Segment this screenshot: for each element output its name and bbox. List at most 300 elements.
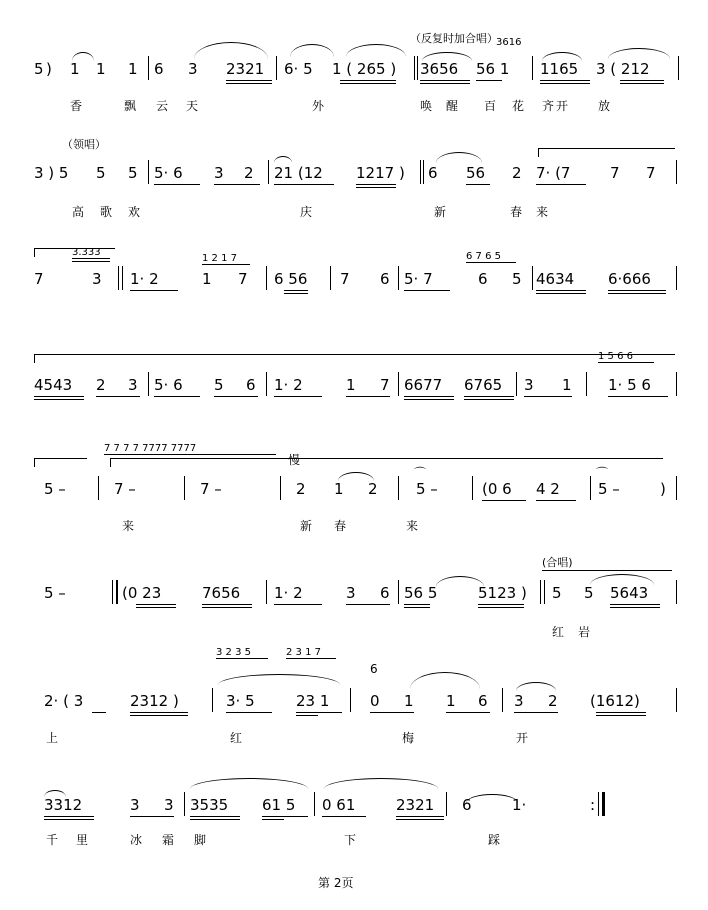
- note: 3 ) 5: [34, 164, 69, 182]
- note: 3: [130, 796, 140, 814]
- underline: [596, 712, 646, 713]
- underline: [190, 819, 240, 820]
- note: 7: [610, 164, 620, 182]
- underline: [136, 607, 176, 608]
- note: 5: [214, 376, 224, 394]
- note: 6765: [464, 376, 503, 394]
- lyric: 下: [344, 833, 357, 847]
- barline: [184, 792, 185, 816]
- barline: [398, 580, 399, 604]
- underline: [478, 607, 524, 608]
- note: 3535: [190, 796, 229, 814]
- barline: [398, 266, 399, 290]
- lyric: 新: [434, 205, 447, 219]
- note: 2· ( 3: [44, 692, 84, 710]
- note: 6: [380, 270, 390, 288]
- barline: [532, 56, 533, 80]
- barline: [266, 266, 267, 290]
- volta-2: [110, 458, 663, 467]
- note: 2321: [226, 60, 265, 78]
- note: 7: [646, 164, 656, 182]
- underline: [136, 604, 176, 605]
- underline: [446, 712, 490, 713]
- note: 5 –: [416, 480, 438, 498]
- note: 1: [70, 60, 80, 78]
- underline: [216, 658, 268, 659]
- slur: [422, 52, 472, 61]
- slur: [274, 156, 292, 163]
- lyric: 踩: [488, 833, 501, 847]
- underline: [286, 658, 336, 659]
- underline: [540, 80, 590, 81]
- lyric: 香: [70, 99, 83, 113]
- underline: [482, 500, 526, 501]
- slur: [608, 48, 670, 59]
- lyric: 齐: [542, 99, 555, 113]
- note: 7656: [202, 584, 241, 602]
- note: 2321: [396, 796, 435, 814]
- slur: [410, 672, 480, 689]
- lyric: 岩: [578, 625, 591, 639]
- note: 5: [584, 584, 594, 602]
- underline: [466, 184, 490, 185]
- lyric: 春: [510, 205, 523, 219]
- lyric: 红: [230, 731, 243, 745]
- note: 3312: [44, 796, 83, 814]
- underline: [154, 396, 200, 397]
- note: 4543: [34, 376, 73, 394]
- note: 5· 7: [404, 270, 433, 288]
- note: 6: [428, 164, 438, 182]
- barline: [676, 160, 677, 184]
- note: 1: [128, 60, 138, 78]
- barline: [314, 792, 315, 816]
- note: 21 (12: [274, 164, 323, 182]
- barline: [414, 56, 415, 80]
- underline: [610, 604, 660, 605]
- underline: [404, 290, 450, 291]
- underline: [596, 715, 646, 716]
- note: 1217 ): [356, 164, 405, 182]
- note: 3: [514, 692, 524, 710]
- underline: [370, 712, 414, 713]
- barline: [266, 580, 267, 604]
- barline: [112, 580, 113, 604]
- note: 5: [512, 270, 522, 288]
- underline: [476, 80, 502, 81]
- underline: [620, 80, 664, 81]
- lyric: 云: [156, 99, 169, 113]
- volta-1: [538, 148, 675, 157]
- underline: [262, 819, 284, 820]
- underline: [202, 604, 252, 605]
- note: 3: [524, 376, 534, 394]
- annotation-lead-singer: （领唱）: [62, 138, 106, 151]
- note: 5: [96, 164, 106, 182]
- lyric: 新: [300, 519, 313, 533]
- slur: [542, 52, 582, 61]
- underline: [608, 290, 666, 291]
- lyric: 花: [512, 99, 525, 113]
- lyric: 来: [536, 205, 549, 219]
- lyric: 里: [76, 833, 89, 847]
- lyric: 开: [556, 99, 569, 113]
- barline: [586, 372, 587, 396]
- underline: [72, 261, 110, 262]
- note: 1: [334, 480, 344, 498]
- underline: [610, 607, 660, 608]
- underline: [536, 293, 586, 294]
- barline: [676, 476, 677, 500]
- lyric: 霜: [162, 833, 175, 847]
- lyric: 脚: [194, 833, 207, 847]
- note: 56 5: [404, 584, 438, 602]
- grace-notes: 3 2 3 5: [216, 647, 251, 658]
- note: 2: [244, 164, 254, 182]
- fermata: ⌒: [596, 466, 609, 480]
- note: 6: [154, 60, 164, 78]
- barline: [330, 266, 331, 290]
- note: (0 6: [482, 480, 512, 498]
- underline: [214, 184, 260, 185]
- barline: [678, 56, 679, 80]
- barline: [676, 372, 677, 396]
- note: 6677: [404, 376, 443, 394]
- grace-notes: 3616: [496, 37, 522, 48]
- barline: [266, 372, 267, 396]
- note: 6: [462, 796, 472, 814]
- underline: [226, 83, 272, 84]
- note: 4634: [536, 270, 575, 288]
- barline: [676, 266, 677, 290]
- slur: [516, 682, 556, 691]
- underline: [274, 604, 322, 605]
- note: 1: [446, 692, 456, 710]
- underline: [226, 712, 272, 713]
- grace-notes: 1 2 1 7: [202, 253, 237, 264]
- note: 1: [202, 270, 212, 288]
- annotation-slow: 慢: [288, 453, 301, 467]
- underline: [404, 607, 430, 608]
- underline: [524, 396, 572, 397]
- note: 6: [478, 270, 488, 288]
- underline: [340, 80, 396, 81]
- underline: [104, 454, 276, 455]
- underline: [274, 184, 334, 185]
- note: 3: [214, 164, 224, 182]
- note: 0: [370, 692, 380, 710]
- note: 0 61: [322, 796, 356, 814]
- note: 1165: [540, 60, 579, 78]
- barline: [417, 56, 418, 80]
- underline: [536, 184, 586, 185]
- note: 3: [164, 796, 174, 814]
- barline: [280, 476, 281, 500]
- underline: [322, 816, 366, 817]
- underline: [72, 258, 110, 259]
- barline: [122, 266, 123, 290]
- barline: [98, 476, 99, 500]
- note: 6·666: [608, 270, 651, 288]
- note: 1: [96, 60, 106, 78]
- note: 5· 6: [154, 376, 183, 394]
- underline: [284, 293, 308, 294]
- note: 3· 5: [226, 692, 255, 710]
- underline: [608, 396, 668, 397]
- slur: [590, 574, 654, 585]
- underline: [542, 570, 672, 571]
- note: 3656: [420, 60, 459, 78]
- barline: [602, 792, 605, 816]
- barline: [532, 266, 533, 290]
- lyric: 歌: [100, 205, 113, 219]
- note: 5: [552, 584, 562, 602]
- note: 5· 6: [154, 164, 183, 182]
- slur: [290, 44, 334, 57]
- underline: [202, 264, 250, 265]
- note: 6: [478, 692, 488, 710]
- slur: [72, 52, 94, 61]
- underline: [536, 500, 576, 501]
- note: 56: [466, 164, 486, 182]
- underline: [404, 604, 430, 605]
- note: 5 –: [598, 480, 620, 498]
- underline: [464, 399, 514, 400]
- underline: [340, 83, 396, 84]
- note: 7: [238, 270, 248, 288]
- barline: [276, 56, 277, 80]
- underline: [202, 607, 252, 608]
- underline: [92, 712, 106, 713]
- barline: [184, 476, 185, 500]
- note: 3: [188, 60, 198, 78]
- note: (0 23: [122, 584, 162, 602]
- note: 23 1: [296, 692, 330, 710]
- barline: [516, 372, 517, 396]
- underline: [44, 819, 94, 820]
- underline: [130, 712, 188, 713]
- note: 2: [96, 376, 106, 394]
- underline: [154, 184, 200, 185]
- underline: [34, 396, 84, 397]
- underline: [226, 80, 272, 81]
- note: 1· 5 6: [608, 376, 651, 394]
- lyric: 外: [312, 99, 325, 113]
- underline: [396, 819, 444, 820]
- note: 56 1: [476, 60, 510, 78]
- underline: [478, 604, 524, 605]
- grace-notes: 7 7 7 7 7777 7777: [104, 443, 197, 454]
- underline: [346, 604, 390, 605]
- lyric: 高: [72, 205, 85, 219]
- note: 6: [370, 662, 378, 676]
- underline: [536, 290, 586, 291]
- underline: [130, 816, 174, 817]
- underline: [420, 80, 470, 81]
- underline: [404, 396, 454, 397]
- note: 5 –: [44, 584, 66, 602]
- note: 3: [346, 584, 356, 602]
- lyric: 来: [122, 519, 135, 533]
- note: 1· 2: [274, 376, 303, 394]
- underline: [44, 816, 94, 817]
- underline: [284, 290, 308, 291]
- barline: [398, 372, 399, 396]
- underline: [296, 715, 318, 716]
- barline: [148, 160, 149, 184]
- annotation-repeat-chorus: （反复时加合唱）: [410, 32, 498, 45]
- slur: [324, 778, 438, 789]
- note: 5123 ): [478, 584, 527, 602]
- barline: [350, 688, 351, 712]
- note: 5 –: [44, 480, 66, 498]
- underline: [420, 83, 470, 84]
- underline: [540, 83, 590, 84]
- grace-notes: 1 5 6 6: [598, 351, 633, 362]
- barline: [148, 372, 149, 396]
- underline: [404, 399, 454, 400]
- slur: [194, 42, 268, 59]
- underline: [608, 293, 666, 294]
- underline: [96, 396, 140, 397]
- barline: [118, 266, 119, 290]
- note: 5: [34, 60, 44, 78]
- slur: [218, 674, 340, 685]
- lyric: 开: [516, 731, 529, 745]
- slur: [466, 794, 518, 803]
- underline: [514, 712, 558, 713]
- lyric: 百: [484, 99, 497, 113]
- barline: [268, 160, 269, 184]
- note: ): [46, 60, 52, 78]
- note: 3: [128, 376, 138, 394]
- barline: [472, 476, 473, 500]
- note: 7: [34, 270, 44, 288]
- note: 7: [380, 376, 390, 394]
- lyric: 天: [186, 99, 199, 113]
- underline: [356, 187, 396, 188]
- grace-notes: 2 3 1 7: [286, 647, 321, 658]
- underline: [620, 83, 664, 84]
- barline: [676, 688, 677, 712]
- note: (1612): [590, 692, 640, 710]
- lyric: 放: [598, 99, 611, 113]
- slur: [346, 44, 406, 57]
- barline: [212, 688, 213, 712]
- note: 5: [128, 164, 138, 182]
- note: 2: [512, 164, 522, 182]
- barline: [116, 580, 118, 604]
- barline: [446, 792, 447, 816]
- lyric: 唤: [420, 99, 433, 113]
- lyric: 来: [406, 519, 419, 533]
- note: 1: [404, 692, 414, 710]
- note: 1· 2: [274, 584, 303, 602]
- underline: [262, 816, 308, 817]
- lyric: 飘: [124, 99, 137, 113]
- note: 1 ( 265 ): [332, 60, 397, 78]
- barline: [420, 160, 421, 184]
- barline: [398, 476, 399, 500]
- underline: [356, 184, 396, 185]
- note: ): [660, 480, 666, 498]
- note: 3: [92, 270, 102, 288]
- fermata: ⌒: [414, 466, 427, 480]
- lyric: 千: [46, 833, 59, 847]
- underline: [130, 290, 178, 291]
- note: 1· 2: [130, 270, 159, 288]
- underline: [296, 712, 342, 713]
- lyric: 欢: [128, 205, 141, 219]
- barline: [598, 792, 599, 816]
- slur: [436, 576, 484, 587]
- note: 1: [562, 376, 572, 394]
- underline: [466, 262, 516, 263]
- lyric: 庆: [300, 205, 313, 219]
- repeat-sign: :: [590, 796, 596, 814]
- note: 1: [346, 376, 356, 394]
- underline: [464, 396, 514, 397]
- volta-1: [34, 458, 87, 467]
- underline: [214, 396, 258, 397]
- underline: [396, 816, 444, 817]
- grace-notes: 6 7 6 5: [466, 251, 501, 262]
- note: 7 –: [114, 480, 136, 498]
- note: 6: [246, 376, 256, 394]
- barline: [544, 580, 545, 604]
- page-number: 第 2页: [318, 876, 354, 890]
- note: 6: [380, 584, 390, 602]
- underline: [346, 396, 390, 397]
- lyric: 梅: [402, 731, 415, 745]
- slur: [44, 790, 66, 797]
- slur: [338, 472, 374, 481]
- barline: [502, 688, 503, 712]
- barline: [148, 56, 149, 80]
- underline: [190, 816, 240, 817]
- lyric: 上: [46, 731, 59, 745]
- lyric: 冰: [130, 833, 143, 847]
- lyric: 醒: [446, 99, 459, 113]
- barline: [540, 580, 541, 604]
- note: 2: [548, 692, 558, 710]
- note: 5643: [610, 584, 649, 602]
- underline: [598, 362, 654, 363]
- note: 7· (7: [536, 164, 571, 182]
- note: 2: [368, 480, 378, 498]
- note: 2: [296, 480, 306, 498]
- note: 1·: [512, 796, 527, 814]
- note: 6· 5: [284, 60, 313, 78]
- barline: [590, 476, 591, 500]
- lyric: 红: [552, 625, 565, 639]
- barline: [676, 580, 677, 604]
- note: 3 ( 212: [596, 60, 650, 78]
- grace-notes: 3.333: [72, 247, 101, 258]
- underline: [34, 399, 84, 400]
- annotation-chorus: (合唱): [542, 556, 573, 569]
- slur: [190, 778, 308, 789]
- lyric: 春: [334, 519, 347, 533]
- note: 4 2: [536, 480, 560, 498]
- note: 7: [340, 270, 350, 288]
- underline: [274, 396, 322, 397]
- barline: [423, 160, 424, 184]
- note: 2312 ): [130, 692, 179, 710]
- volta-1: [34, 351, 675, 363]
- slur: [436, 152, 482, 163]
- note: 61 5: [262, 796, 296, 814]
